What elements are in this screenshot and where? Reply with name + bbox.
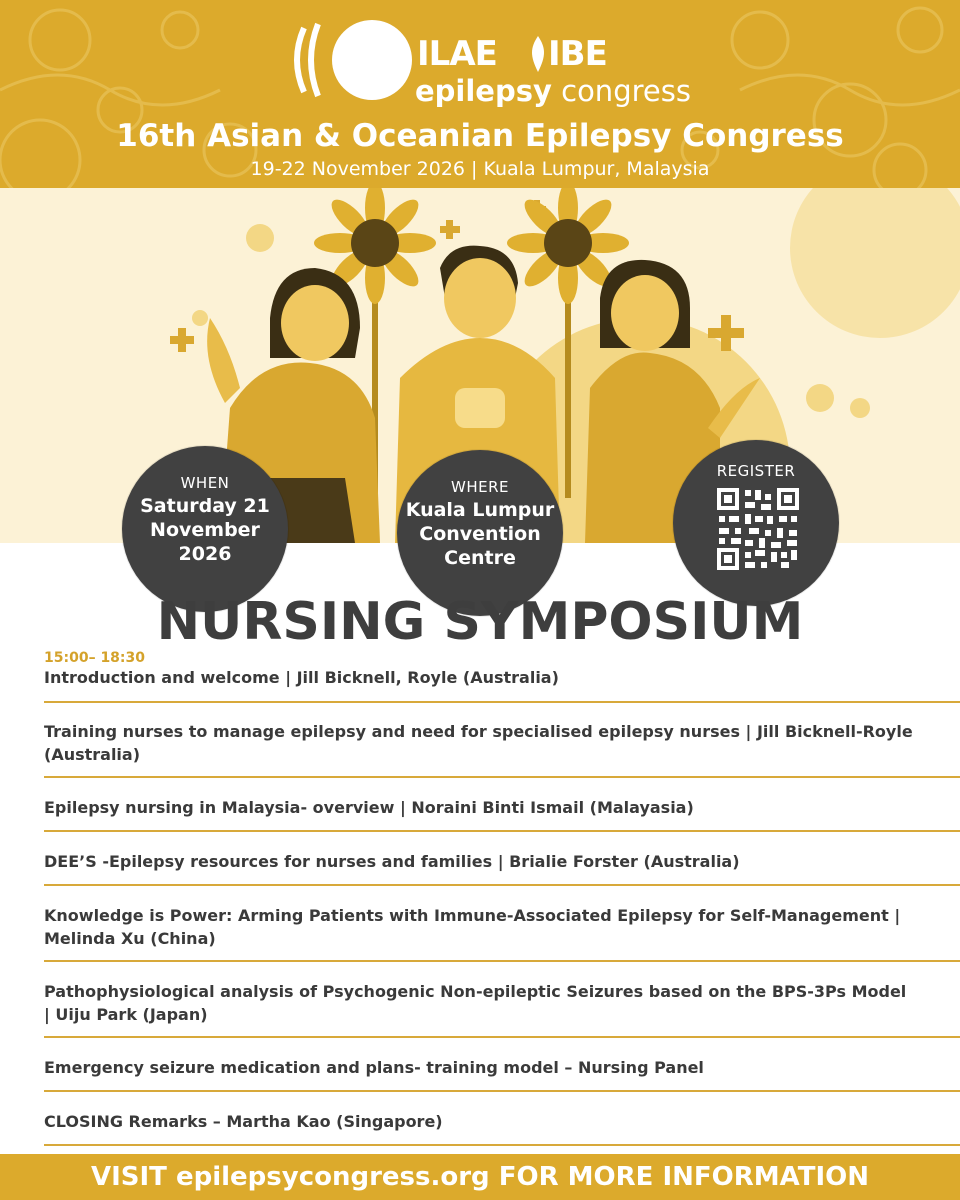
agenda-divider bbox=[44, 1144, 960, 1146]
congress-header bbox=[0, 0, 960, 188]
ibe-flame-icon bbox=[528, 34, 548, 74]
where-value: Kuala Lumpur Convention Centre bbox=[405, 499, 555, 569]
when-value: Saturday 21 November 2026 bbox=[140, 495, 270, 565]
session-time: 15:00– 18:30 bbox=[44, 650, 146, 666]
agenda-item: DEE’S -Epilepsy resources for nurses and families | Brialie Forster (Australia) bbox=[44, 852, 740, 871]
agenda-divider bbox=[44, 701, 960, 703]
agenda-item: Training nurses to manage epilepsy and need for specialised epilepsy nurses | Jill Bicknell-Royle (Australia) bbox=[44, 722, 913, 764]
agenda-divider bbox=[44, 776, 960, 778]
congress-title: 16th Asian & Oceanian Epilepsy Congress bbox=[116, 118, 844, 154]
agenda-divider bbox=[44, 1090, 960, 1092]
when-label: WHEN bbox=[180, 474, 230, 492]
agenda-item: Emergency seizure medication and plans- training model – Nursing Panel bbox=[44, 1058, 704, 1077]
agenda-item: Knowledge is Power: Arming Patients with Immune-Associated Epilepsy for Self-Management | Melinda Xu (China) bbox=[44, 906, 901, 948]
when-circle bbox=[122, 446, 288, 612]
agenda-divider bbox=[44, 960, 960, 962]
agenda-item: Introduction and welcome | Jill Bicknell, Royle (Australia) bbox=[44, 668, 559, 687]
ilae-logo-mark bbox=[282, 14, 414, 106]
register-qr-code-icon[interactable] bbox=[715, 486, 801, 572]
ibe-logo-text: IBE bbox=[548, 34, 607, 74]
brand-light: congress bbox=[561, 74, 691, 108]
ilae-logo-text: ILAE bbox=[417, 34, 497, 74]
agenda-divider bbox=[44, 830, 960, 832]
congress-dates: 19-22 November 2026 | Kuala Lumpur, Malaysia bbox=[250, 158, 710, 180]
register-circle[interactable] bbox=[673, 440, 839, 606]
agenda-divider bbox=[44, 884, 960, 886]
agenda-item: Pathophysiological analysis of Psychogenic Non-epileptic Seizures based on the BPS-3Ps Model | Uiju Park (Japan) bbox=[44, 982, 907, 1024]
agenda-item: Epilepsy nursing in Malaysia- overview | Noraini Binti Ismail (Malayasia) bbox=[44, 798, 694, 817]
symposium-title: NURSING SYMPOSIUM bbox=[156, 592, 804, 652]
brand-bold: epilepsy bbox=[415, 74, 552, 108]
footer-cta[interactable]: VISIT epilepsycongress.org FOR MORE INFORMATION bbox=[0, 1154, 960, 1200]
epilepsy-congress-wordmark bbox=[415, 74, 691, 108]
agenda-divider bbox=[44, 1036, 960, 1038]
agenda-item: CLOSING Remarks – Martha Kao (Singapore) bbox=[44, 1112, 443, 1131]
where-label: WHERE bbox=[451, 478, 509, 496]
register-label: REGISTER bbox=[716, 462, 796, 480]
